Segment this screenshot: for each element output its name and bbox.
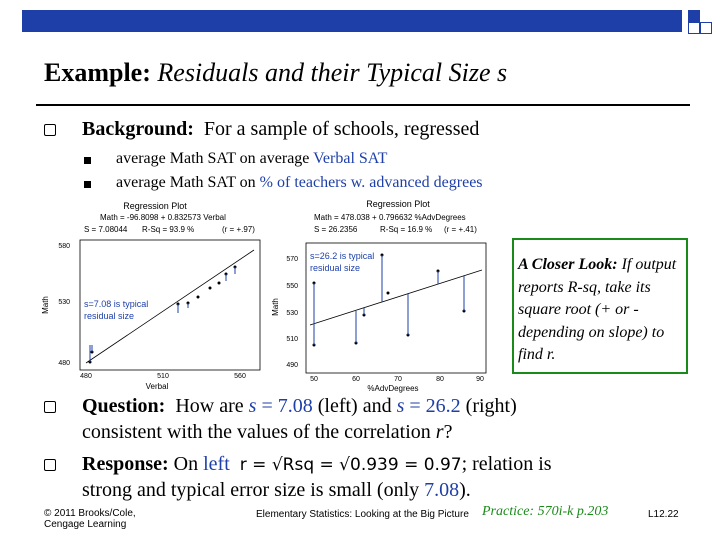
correlation-formula: r = √Rsq = √0.939 = 0.97 <box>239 455 462 475</box>
response-line-2: strong and typical error size is small (only 7.08). <box>82 479 471 501</box>
top-banner <box>22 10 682 32</box>
question-line-2: consistent with the values of the correlation r? <box>82 421 453 443</box>
background-text: Background: For a sample of schools, regressed <box>82 118 480 140</box>
corner-square-icon <box>700 22 712 34</box>
left-plot-rsq: R-Sq = 93.9 % <box>142 225 195 234</box>
right-ytick: 490 <box>286 362 298 369</box>
right-plot-s: S = 26.2356 <box>314 225 358 234</box>
background-item-1: average Math SAT on average Verbal SAT <box>116 150 388 167</box>
right-plot-rsq: R-Sq = 16.9 % <box>380 225 433 234</box>
right-xtick: 60 <box>352 376 360 383</box>
left-xlabel: Verbal <box>145 382 169 391</box>
left-regression-plot <box>30 195 270 395</box>
right-ylabel: Math <box>271 298 280 316</box>
corner-square-icon <box>688 10 700 22</box>
background-item-2: average Math SAT on % of teachers w. advanced degrees <box>116 174 483 191</box>
right-ytick: 530 <box>286 310 298 317</box>
right-residual-label: s=26.2 is typical <box>310 251 375 261</box>
left-xtick: 480 <box>80 373 92 380</box>
copyright: © 2011 Brooks/Cole, Cengage Learning <box>44 508 136 530</box>
practice-reference: Practice: 570i-k p.203 <box>482 504 609 519</box>
right-ytick: 510 <box>286 336 298 343</box>
bullet-square-icon <box>44 124 56 136</box>
book-title: Elementary Statistics: Looking at the Big Picture <box>256 509 469 520</box>
right-xlabel: %AdvDegrees <box>367 384 419 393</box>
question-line-1: Question: How are s = 7.08 (left) and s = 26.2 (right) <box>82 395 517 417</box>
left-ytick: 530 <box>58 299 70 306</box>
sub-bullet-icon <box>84 181 91 188</box>
sub-bullet-icon <box>84 157 91 164</box>
closer-look-callout: A Closer Look: If output reports R-sq, take its square root (+ or - depending on slope) to find r. <box>512 238 688 374</box>
left-ytick: 580 <box>58 243 70 250</box>
right-plot-r: (r = +.41) <box>444 225 477 234</box>
title-divider <box>36 104 690 106</box>
right-xtick: 70 <box>394 376 402 383</box>
right-ytick: 570 <box>286 256 298 263</box>
bullet-square-icon <box>44 459 56 471</box>
left-plot-title: Regression Plot <box>123 201 187 211</box>
response-line-1: Response: On left r = √Rsq = √0.939 = 0.97; relation is <box>82 453 552 475</box>
left-ytick: 480 <box>58 360 70 367</box>
left-ylabel: Math <box>41 296 50 314</box>
right-fit-line <box>310 270 482 325</box>
right-ytick: 550 <box>286 283 298 290</box>
slide-number: L12.22 <box>648 509 679 520</box>
left-xtick: 560 <box>234 373 246 380</box>
left-plot-s: S = 7.08044 <box>84 225 128 234</box>
left-plot-r: (r = +.97) <box>222 225 255 234</box>
right-xtick: 80 <box>436 376 444 383</box>
slide-title: Example: Residuals and their Typical Size s <box>44 58 508 87</box>
left-residual-label: s=7.08 is typical <box>84 299 149 309</box>
bullet-square-icon <box>44 401 56 413</box>
right-plot-title: Regression Plot <box>366 199 430 209</box>
right-xtick: 50 <box>310 376 318 383</box>
left-residual-label: residual size <box>84 311 135 321</box>
left-plot-equation: Math = -96.8098 + 0.832573 Verbal <box>100 213 226 222</box>
right-regression-plot <box>268 195 508 395</box>
right-residual-label: residual size <box>310 263 361 273</box>
corner-square-icon <box>688 22 700 34</box>
left-xtick: 510 <box>157 373 169 380</box>
right-xtick: 90 <box>476 376 484 383</box>
right-plot-equation: Math = 478.038 + 0.796632 %AdvDegrees <box>314 213 466 222</box>
